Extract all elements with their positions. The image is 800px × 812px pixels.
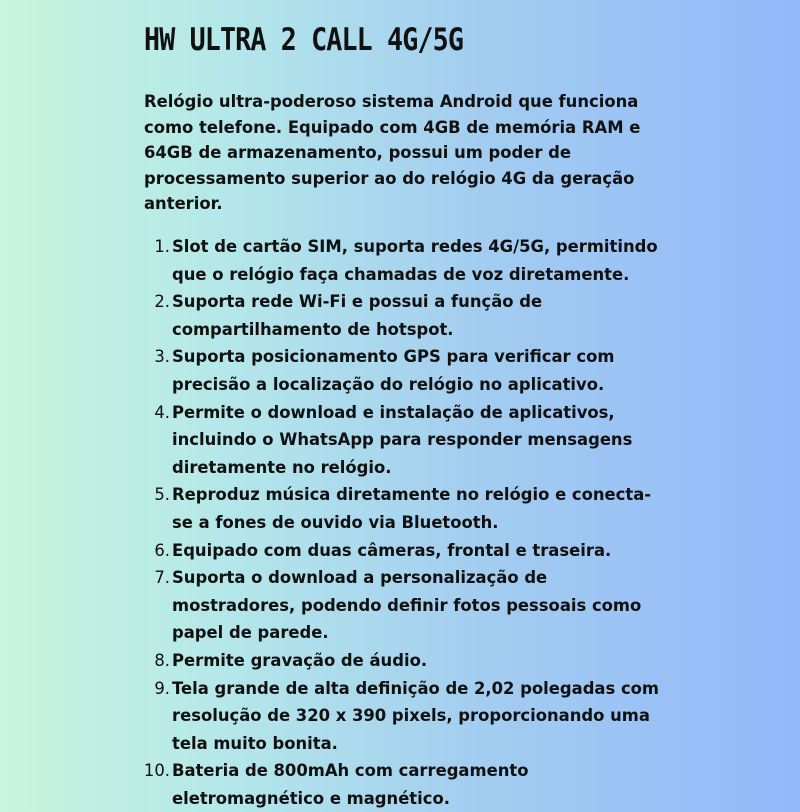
list-item-text: Slot de cartão SIM, suporta redes 4G/5G, permitindo que o relógio faça chamadas de voz diretamente. [172,237,658,284]
list-item [144,343,664,398]
list-item [144,399,664,482]
list-item [144,757,664,812]
list-item-text: Equipado com duas câmeras, frontal e traseira. [172,540,612,560]
list-item-text: Suporta posicionamento GPS para verificar com precisão a localização do relógio no aplicativo. [172,347,615,394]
list-item-number: 8. [154,650,170,670]
list-item [144,233,664,288]
list-item-number: 3. [154,347,170,367]
list-item-number: 1. [154,237,170,256]
product-title: HW ULTRA 2 CALL 4G/5G [144,22,464,58]
list-item-number: 10. [143,761,170,781]
list-item [144,564,664,647]
list-item-text: Permite o download e instalação de aplicativos, incluindo o WhatsApp para responder mensagens diretamente no relógio. [172,402,633,477]
list-item-text: Tela grande de alta definição de 2,02 polegadas com resolução de 320 x 390 pixels, proporcionando uma tela muito bonita. [172,678,660,753]
list-item-text: Suporta rede Wi-Fi e possui a função de compartilhamento de hotspot. [172,292,543,339]
list-item-number: 5. [154,485,170,505]
list-item [144,481,664,536]
list-item-number: 2. [154,292,170,312]
list-item-number: 9. [154,678,170,698]
list-item-number: 4. [154,402,170,422]
list-item-text: Bateria de 800mAh com carregamento eletromagnético e magnético. [172,761,529,808]
list-item [144,537,664,565]
feature-list [144,233,664,812]
list-item-number: 6. [154,540,170,560]
list-item-text: Permite gravação de áudio. [172,650,428,670]
list-item [144,288,664,343]
list-item-number: 7. [154,568,170,588]
intro-paragraph: Relógio ultra-poderoso sistema Android que funciona como telefone. Equipado com 4GB de memória RAM e 64GB de armazenamento, possui um poder de processamento superior ao do relógio 4G da geração anterior. [144,92,641,213]
list-item [144,675,664,758]
list-item [144,647,664,675]
list-item-text: Suporta o download a personalização de mostradores, podendo definir fotos pessoais como papel de parede. [172,568,642,643]
list-item-text: Reproduz música diretamente no relógio e conecta-se a fones de ouvido via Bluetooth. [172,485,652,532]
